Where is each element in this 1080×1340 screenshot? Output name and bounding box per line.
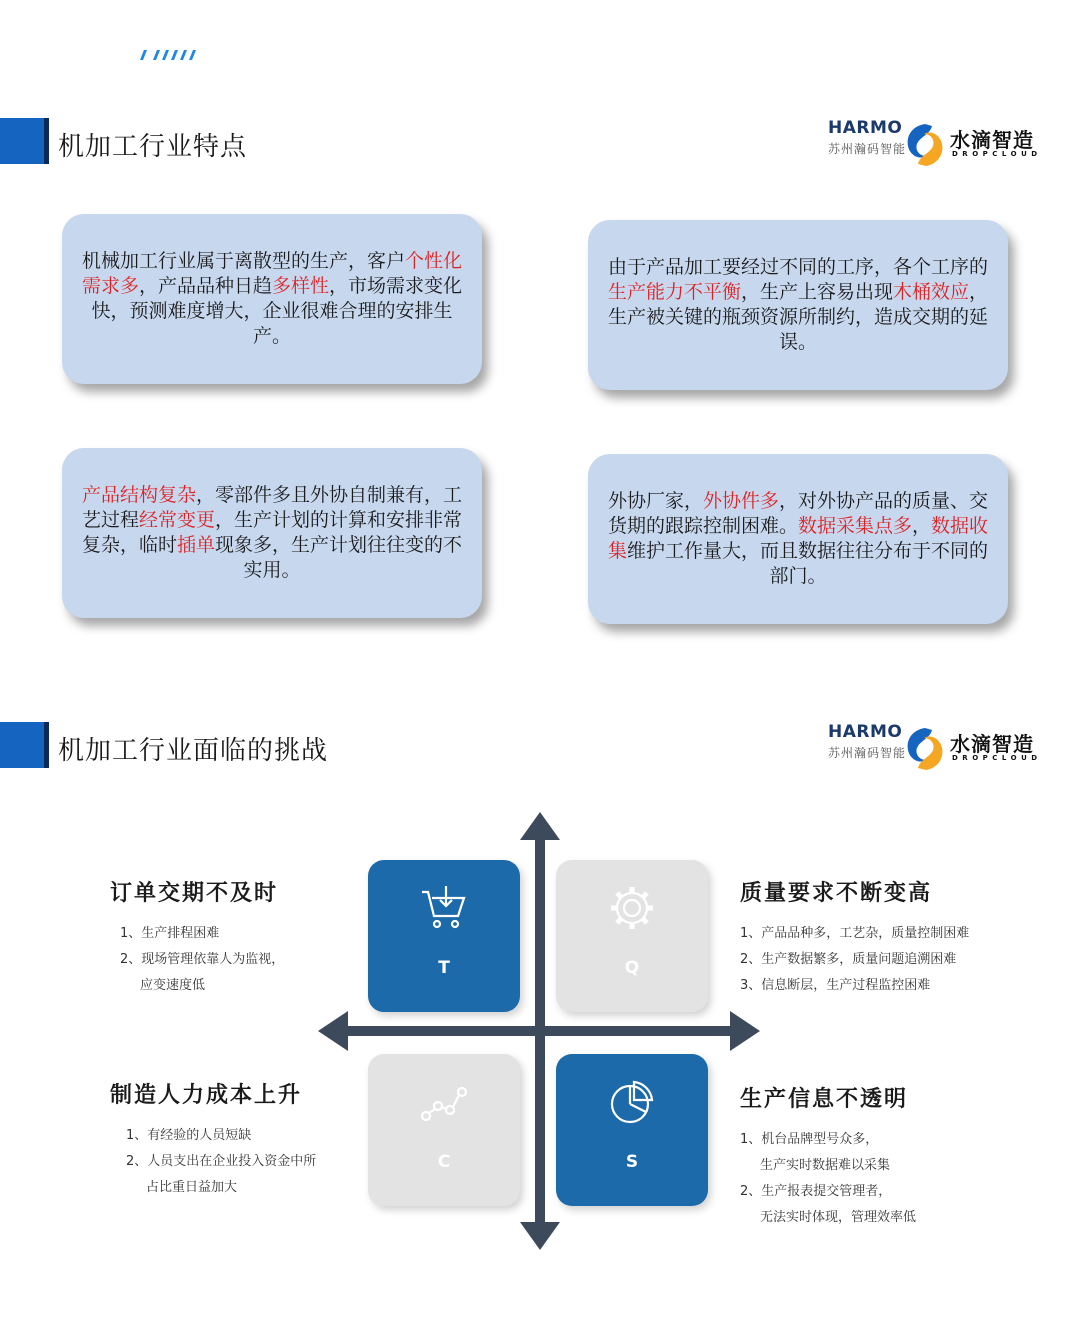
- challenge-item: 1、产品品种多，工艺杂，质量控制困难: [740, 926, 970, 941]
- harmo-logo-text: HARMO: [828, 722, 903, 742]
- brand-name-en: DROPCLOUD: [952, 150, 1042, 158]
- highlight-text: 外协件多: [702, 490, 779, 512]
- challenge-item: 1、有经验的人员短缺: [126, 1128, 252, 1143]
- highlight-text: 生产能力不平衡: [607, 281, 741, 303]
- card-text-segment: ，生产被关键的瓶颈资源所制约，造成交期的延误。: [607, 281, 989, 353]
- harmo-logo-text: HARMO: [828, 118, 903, 138]
- challenge-title: 质量要求不断变高: [740, 881, 933, 906]
- tile-letter: T: [438, 958, 450, 978]
- card-text-segment: 机械加工行业属于离散型的生产，客户: [81, 250, 405, 272]
- card-text-segment: 外协厂家，: [607, 490, 703, 512]
- card-text-segment: ，生产计划的计算和安排非常复杂，临时: [81, 509, 463, 556]
- highlight-text: 木桶效应: [893, 281, 970, 303]
- challenge-item: 3、信息断层，生产过程监控困难: [740, 978, 931, 993]
- challenge-item: 1、机台品牌型号众多，: [740, 1132, 879, 1147]
- challenge-title: 生产信息不透明: [740, 1087, 909, 1112]
- highlight-text: 数据采集点多: [797, 515, 912, 537]
- highlight-text: 多样性: [272, 275, 330, 297]
- challenge-title: 制造人力成本上升: [110, 1083, 303, 1108]
- challenge-bottom-left: [110, 1078, 350, 1201]
- card-text-segment: ，: [912, 515, 932, 537]
- challenge-item: 2、生产数据繁多，质量问题追溯困难: [740, 952, 957, 967]
- tile-s: [556, 1054, 708, 1206]
- highlight-text: 数据收集: [607, 515, 989, 562]
- card-text-segment: ，零部件多且外协自制兼有，工艺过程: [81, 484, 463, 531]
- card-text-segment: ，生产上容易出现: [740, 281, 893, 303]
- challenge-bottom-right: [740, 1082, 1040, 1231]
- tile-letter: Q: [624, 958, 640, 978]
- challenge-item: 应变速度低: [140, 978, 206, 993]
- tile-t: [368, 860, 520, 1012]
- challenge-item: 2、人员支出在企业投入资金中所: [126, 1154, 317, 1169]
- challenge-top-right: [740, 876, 1040, 999]
- challenge-title: 订单交期不及时: [110, 881, 279, 906]
- challenge-item: 占比重日益加大: [146, 1180, 238, 1195]
- brand-name: 水滴智造: [950, 732, 1034, 756]
- challenge-top-left: [110, 876, 340, 999]
- harmo-logo-subtext: 苏州瀚码智能: [828, 142, 907, 156]
- section-title: 机加工行业面临的挑战: [58, 736, 329, 766]
- challenge-item: 生产实时数据难以采集: [760, 1158, 891, 1173]
- card-text-segment: 由于产品加工要经过不同的工序，各个工序的: [607, 256, 988, 278]
- card-text-segment: 现象多，生产计划往往变的不实用。: [215, 534, 463, 581]
- tile-c: [368, 1054, 520, 1206]
- cart-icon: [418, 884, 470, 932]
- tile-letter: S: [625, 1152, 639, 1172]
- tile-letter: C: [437, 1152, 451, 1172]
- highlight-text: 个性化需求多: [81, 250, 463, 297]
- brand-name: 水滴智造: [950, 128, 1034, 152]
- line-chart-icon: [418, 1078, 470, 1126]
- challenge-item: 1、生产排程困难: [120, 926, 220, 941]
- challenge-item: 无法实时体现，管理效率低: [760, 1210, 917, 1225]
- card-text-segment: ，产品品种日趋: [138, 275, 272, 297]
- card-text-segment: ，市场需求变化快，预测难度增大，企业很难合理的安排生产。: [91, 275, 463, 347]
- tile-q: [556, 860, 708, 1012]
- gear-icon: [606, 884, 658, 932]
- challenge-item: 2、现场管理依靠人为监视，: [120, 952, 285, 967]
- card-text-segment: 维护工作量大，而且数据往往分布于不同的部门。: [627, 540, 989, 587]
- brand-name-en: DROPCLOUD: [952, 754, 1042, 762]
- highlight-text: 产品结构复杂: [81, 484, 196, 506]
- harmo-logo-subtext: 苏州瀚码智能: [828, 746, 907, 760]
- highlight-text: 经常变更: [138, 509, 215, 531]
- section-title: 机加工行业特点: [58, 132, 248, 162]
- pie-chart-icon: [606, 1078, 658, 1126]
- challenge-item: 2、生产报表提交管理者，: [740, 1184, 892, 1199]
- highlight-text: 插单: [176, 534, 215, 556]
- card-text-segment: ，对外协产品的质量、交货期的跟踪控制困难。: [607, 490, 989, 537]
